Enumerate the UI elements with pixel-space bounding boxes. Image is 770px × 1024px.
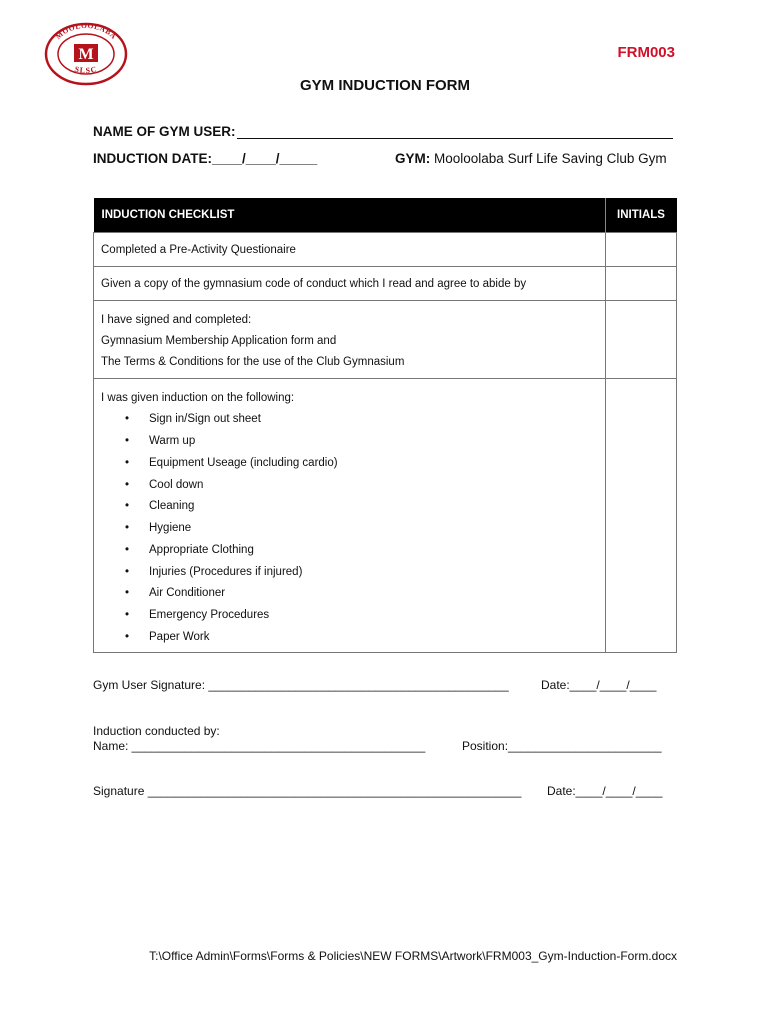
list-item: • Emergency Procedures bbox=[149, 605, 598, 627]
list-item: • Sign in/Sign out sheet bbox=[149, 409, 598, 431]
user-date-field[interactable]: Date:____/____/____ bbox=[541, 678, 657, 692]
logo-bottom-text: SLSC bbox=[73, 64, 99, 76]
user-signature-field[interactable]: Gym User Signature: _____________________________________________ bbox=[93, 678, 509, 692]
inductor-signature-field[interactable]: Signature ________________________________________________________ bbox=[93, 784, 522, 798]
inductor-date-field[interactable]: Date:____/____/____ bbox=[547, 784, 663, 798]
gym-value: Mooloolaba Surf Life Saving Club Gym bbox=[434, 151, 667, 166]
list-item: • Injuries (Procedures if injured) bbox=[149, 562, 598, 584]
induction-checklist-table bbox=[93, 198, 677, 653]
checklist-line: The Terms & Conditions for the use of the Club Gymnasium bbox=[101, 355, 405, 368]
svg-text:MOOLOOLABA bbox=[54, 22, 119, 41]
form-code: FRM003 bbox=[617, 44, 675, 61]
form-title: GYM INDUCTION FORM bbox=[300, 77, 470, 94]
logo-letter: M bbox=[78, 46, 94, 63]
table-row bbox=[94, 267, 677, 301]
table-row bbox=[94, 233, 677, 267]
svg-text:SLSC bbox=[74, 64, 99, 75]
inductor-position-field[interactable]: Position:_______________________ bbox=[462, 739, 662, 753]
checklist-line: I was given induction on the following: bbox=[101, 392, 295, 405]
name-blank-line[interactable] bbox=[237, 123, 673, 139]
gym-field bbox=[395, 151, 667, 166]
initials-cell[interactable] bbox=[605, 267, 677, 301]
name-field[interactable] bbox=[93, 123, 673, 139]
initials-cell[interactable] bbox=[605, 233, 677, 267]
checklist-item bbox=[94, 379, 606, 653]
conducted-by-label: Induction conducted by: bbox=[93, 724, 220, 738]
logo-top-text: MOOLOOLABA bbox=[53, 22, 119, 41]
table-row bbox=[94, 301, 677, 379]
initials-cell[interactable] bbox=[605, 301, 677, 379]
list-item: • Cool down bbox=[149, 475, 598, 497]
list-item: • Hygiene bbox=[149, 518, 598, 540]
initials-cell[interactable] bbox=[605, 379, 677, 653]
list-item: • Paper Work bbox=[149, 627, 598, 649]
list-item: • Air Conditioner bbox=[149, 583, 598, 605]
list-item: • Warm up bbox=[149, 431, 598, 453]
checklist-item bbox=[94, 301, 606, 379]
table-row bbox=[94, 379, 677, 653]
checklist-header: INDUCTION CHECKLIST bbox=[94, 198, 606, 233]
list-item: • Cleaning bbox=[149, 496, 598, 518]
gym-label: GYM: bbox=[395, 151, 431, 166]
file-path-footer: T:\Office Admin\Forms\Forms & Policies\NEW FORMS\Artwork\FRM003_Gym-Induction-Form.docx bbox=[149, 949, 677, 963]
induction-date-field[interactable]: INDUCTION DATE:____/____/_____ bbox=[93, 151, 318, 166]
checklist-header-row bbox=[94, 198, 677, 233]
list-item: • Appropriate Clothing bbox=[149, 540, 598, 562]
inductor-name-field[interactable]: Name: ____________________________________________ bbox=[93, 739, 426, 753]
checklist-line: I have signed and completed: bbox=[101, 313, 252, 326]
checklist-line: Gymnasium Membership Application form and bbox=[101, 334, 337, 347]
induction-topics-list bbox=[101, 409, 598, 649]
checklist-item: Completed a Pre-Activity Questionaire bbox=[94, 233, 606, 267]
name-label: NAME OF GYM USER: bbox=[93, 124, 236, 139]
initials-header: INITIALS bbox=[605, 198, 677, 233]
checklist-item: Given a copy of the gymnasium code of conduct which I read and agree to abide by bbox=[94, 267, 606, 301]
list-item: • Equipment Useage (including cardio) bbox=[149, 453, 598, 475]
